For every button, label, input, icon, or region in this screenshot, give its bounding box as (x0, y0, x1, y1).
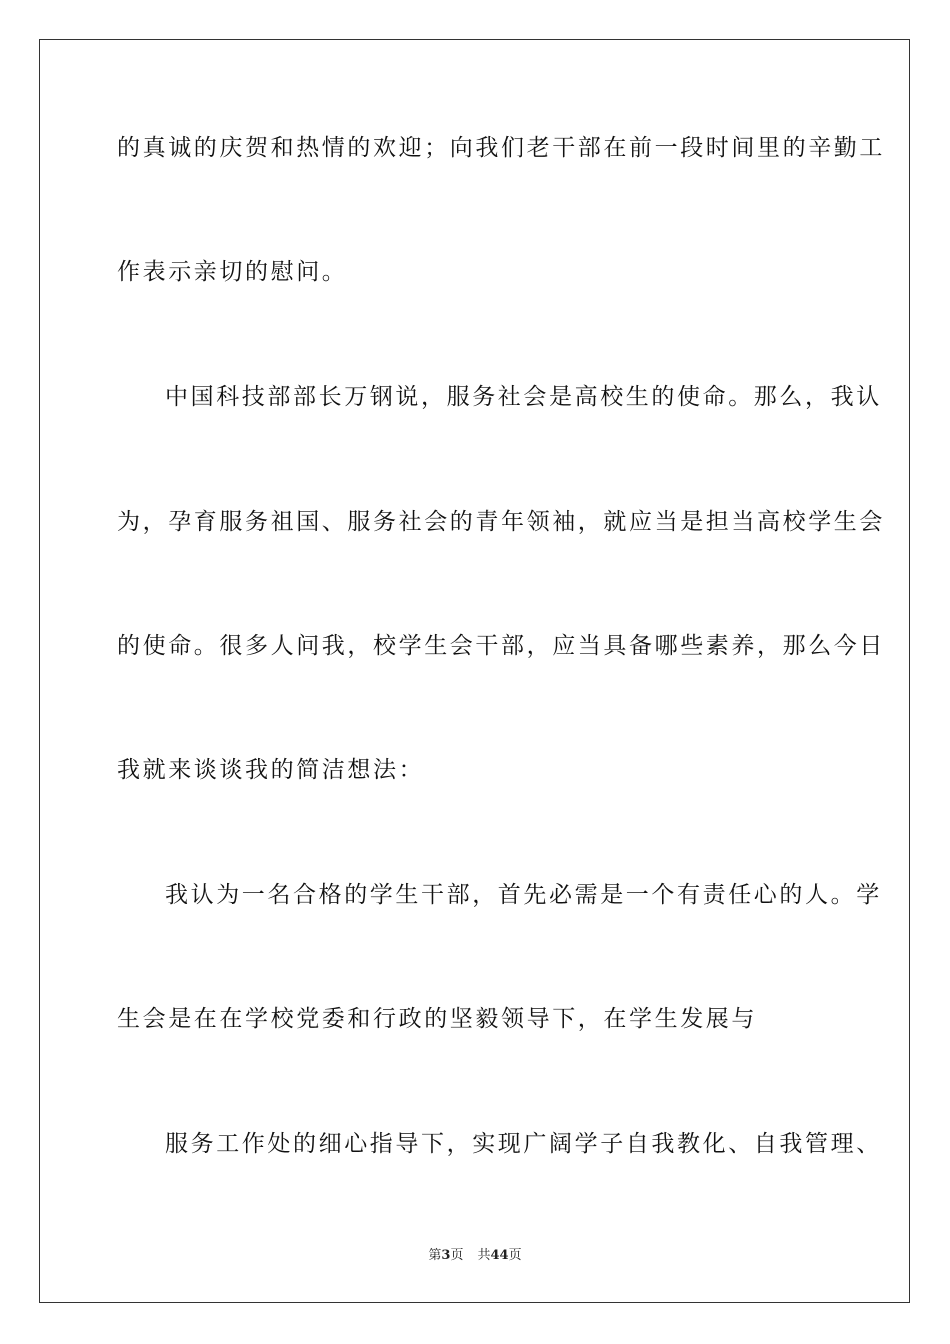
page-footer (0, 1247, 950, 1265)
body-text-line-5: 的使命。很多人问我，校学生会干部，应当具备哪些素养，那么今日 (117, 633, 885, 659)
total-pages: 44 (490, 1248, 509, 1263)
page-suffix: 页 (450, 1248, 464, 1263)
body-text-line-1: 的真诚的庆贺和热情的欢迎；向我们老干部在前一段时间里的辛勤工 (117, 135, 885, 161)
body-text-line-6: 我就来谈谈我的简洁想法： (117, 757, 425, 783)
total-prefix: 共 (477, 1248, 491, 1263)
body-text-line-7: 我认为一名合格的学生干部，首先必需是一个有责任心的人。学 (165, 882, 882, 908)
page-border (39, 39, 910, 1303)
body-text-line-2: 作表示亲切的慰问。 (117, 259, 348, 285)
total-suffix: 页 (508, 1248, 522, 1263)
body-text-line-4: 为，孕育服务祖国、服务社会的青年领袖，就应当是担当高校学生会 (117, 509, 885, 535)
body-text-line-8: 生会是在在学校党委和行政的坚毅领导下，在学生发展与 (117, 1006, 757, 1032)
body-text-line-3: 中国科技部部长万钢说，服务社会是高校生的使命。那么，我认 (165, 384, 882, 410)
page-prefix: 第 (428, 1248, 442, 1263)
body-text-line-9: 服务工作处的细心指导下，实现广阔学子自我教化、自我管理、 (165, 1131, 882, 1157)
page-number: 3 (441, 1248, 451, 1263)
